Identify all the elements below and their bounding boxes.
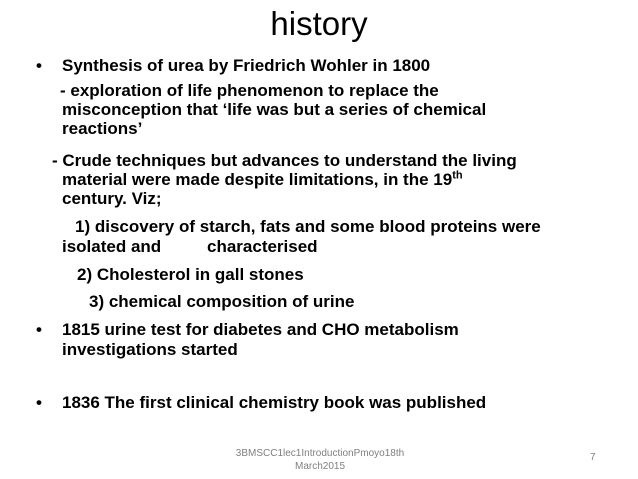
footer-line: March2015	[294, 461, 346, 472]
bullet-text-urea: Synthesis of urea by Friedrich Wohler in 1800	[62, 56, 431, 75]
superscript: th	[452, 169, 463, 182]
slide-footer	[200, 447, 440, 473]
sub-line: reactions’	[62, 119, 143, 138]
sub-line: - exploration of life phenomenon to replace the	[60, 81, 439, 100]
bullet-icon: •	[36, 320, 42, 339]
sub-line: characterised	[207, 237, 318, 256]
bullet-text-book: 1836 The first clinical chemistry book was published	[62, 393, 487, 412]
sub-line-text: material were made despite limitations, in the 19	[62, 170, 453, 189]
bullet-icon: •	[36, 56, 42, 75]
bullet-text-urine-test: investigations started	[62, 340, 238, 359]
sub-line: 1) discovery of starch, fats and some blood proteins were	[75, 217, 541, 236]
sub-line: 3) chemical composition of urine	[89, 292, 355, 311]
sub-line	[62, 170, 463, 190]
sub-line: misconception that ‘life was but a series of chemical	[62, 100, 487, 119]
sub-line: - Crude techniques but advances to understand the living	[52, 151, 517, 170]
bullet-icon: •	[36, 393, 42, 412]
sub-line: 2) Cholesterol in gall stones	[77, 265, 304, 284]
sub-line: isolated and	[62, 237, 162, 256]
footer-line: 3BMSCC1lec1IntroductionPmoyo18th	[235, 448, 405, 459]
slide-title: history	[270, 5, 368, 42]
sub-line: century. Viz;	[62, 189, 162, 208]
page-number: 7	[590, 452, 596, 463]
bullet-text-urine-test: 1815 urine test for diabetes and CHO metabolism	[62, 320, 459, 339]
